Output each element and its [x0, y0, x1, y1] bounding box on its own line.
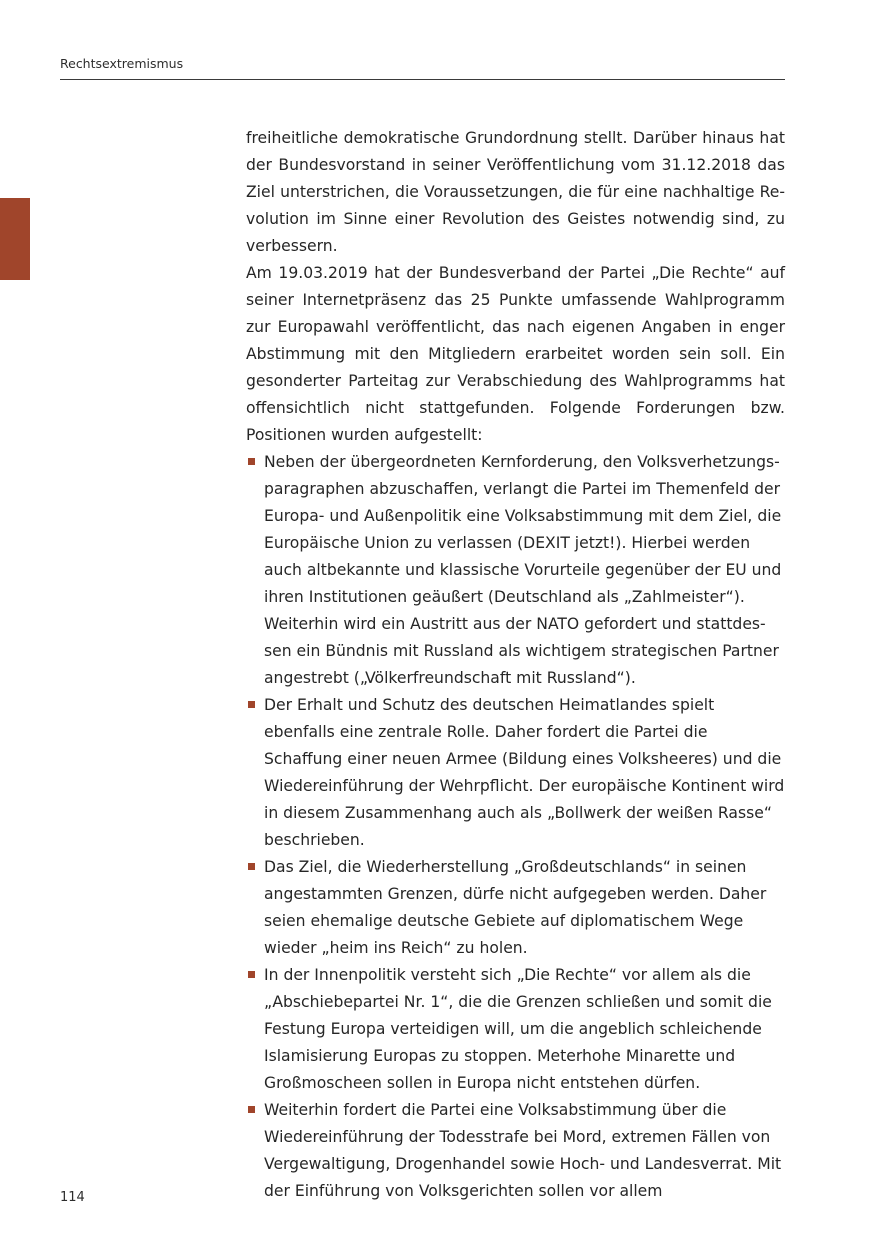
paragraph: freiheitliche demokratische Grundordnung stellt. Darüber hinaus hat der Bundesvorstand in seiner Veröffentlichung vom 31.12.2018 das Ziel unterstrichen, die Voraussetzungen, die für eine nachhaltige Revolution im Sinne einer Revolution des Geistes notwendig sind, zu verbessern.	[246, 129, 785, 255]
chapter-tab-marker	[0, 198, 30, 280]
bullet-item	[246, 1097, 785, 1205]
header-rule	[60, 79, 785, 80]
bullet-item	[246, 854, 785, 962]
bullet-item	[246, 692, 785, 854]
bullet-item	[246, 962, 785, 1097]
paragraph: Am 19.03.2019 hat der Bundesverband der Partei „Die Rechte“ auf seiner Internetpräsenz das 25 Punkte umfassende Wahlprogramm zur Europawahl veröffentlicht, das nach eigenen Angaben in enger Abstimmung mit den Mitgliedern erarbeitet worden sein soll. Ein gesonderter Parteitag zur Verabschiedung des Wahlprogramms hat offensichtlich nicht stattgefunden. Folgende Forderungen bzw. Positionen wurden aufgestellt:	[246, 264, 785, 444]
square-bullet-icon	[248, 701, 255, 708]
bullet-item	[246, 449, 785, 692]
running-header: Rechtsextremismus	[60, 56, 184, 71]
page-number: 114	[60, 1190, 85, 1205]
bullet-text: Weiterhin fordert die Partei eine Volksabstimmung über die Wiedereinführung der Todesstrafe bei Mord, extremen Fällen von Vergewaltigung, Drogenhandel sowie Hoch- und Landesverrat. Mit der Einführung von Volksgerichten sollen vor allem	[264, 1101, 782, 1200]
bullet-list	[246, 449, 785, 1205]
main-text-column	[246, 125, 785, 1205]
bullet-text: In der Innenpolitik versteht sich „Die Rechte“ vor allem als die „Abschiebepartei Nr. 1“, die die Grenzen schließen und somit die Festung Europa verteidigen will, um die angeblich schleichende Islamisierung Europas zu stoppen. Meterhohe Minarette und Großmoscheen sollen in Europa nicht entstehen dürfen.	[264, 966, 772, 1092]
square-bullet-icon	[248, 971, 255, 978]
bullet-text: Der Erhalt und Schutz des deutschen Heimatlandes spielt ebenfalls eine zentrale Rolle. Daher fordert die Partei die Schaffung einer neuen Armee (Bildung eines Volksheeres) und die Wiedereinführung der Wehrpflicht. Der europäische Kontinent wird in diesem Zusammenhang auch als „Bollwerk der weißen Rasse“ beschrieben.	[264, 696, 785, 849]
bullet-text: Neben der übergeordneten Kernforderung, den Volksverhetzungsparagraphen abzuschaffen, verlangt die Partei im Themenfeld der Europa- und Außenpolitik eine Volksabstimmung mit dem Ziel, die Europäische Union zu verlassen (DEXIT jetzt!). Hierbei werden auch altbekannte und klassische Vorurteile gegenüber der EU und ihren Institutionen geäußert (Deutschland als „Zahlmeister“). Weiterhin wird ein Austritt aus der NATO gefordert und stattdessen ein Bündnis mit Russland als wichtigem strategischen Partner angestrebt („Völkerfreundschaft mit Russland“).	[264, 453, 782, 687]
square-bullet-icon	[248, 1106, 255, 1113]
square-bullet-icon	[248, 458, 255, 465]
square-bullet-icon	[248, 863, 255, 870]
bullet-text: Das Ziel, die Wiederherstellung „Großdeutschlands“ in seinen angestammten Grenzen, dürfe nicht aufgegeben werden. Daher seien ehemalige deutsche Gebiete auf diplomatischem Wege wieder „heim ins Reich“ zu holen.	[264, 858, 767, 957]
